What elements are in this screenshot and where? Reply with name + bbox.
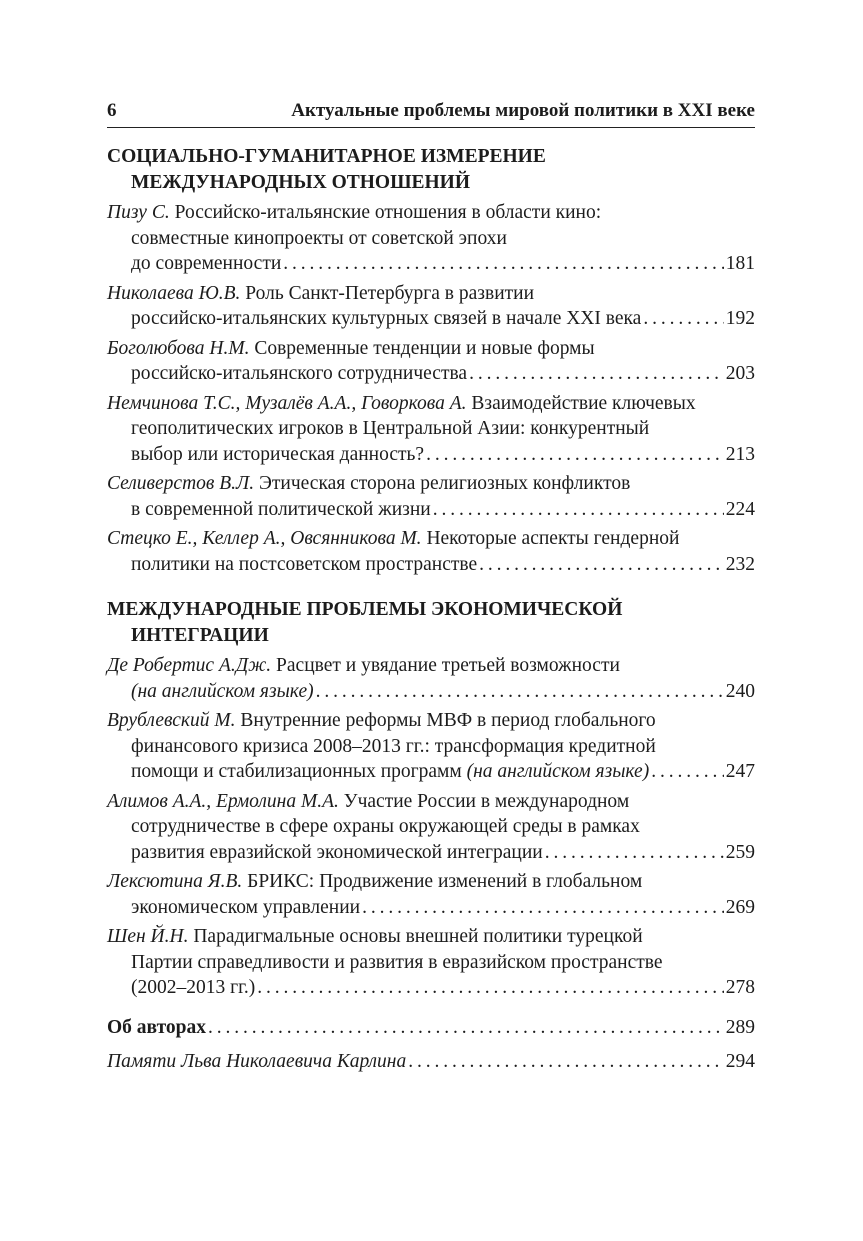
running-header <box>107 100 755 128</box>
entry-title: Об авторах <box>107 1016 207 1038</box>
entry-title-line: Некоторые аспекты гендерной <box>426 528 680 549</box>
entry-title-line: Этическая сторона религиозных конфликтов <box>259 473 631 494</box>
leader-dots <box>433 497 724 523</box>
toc-entry-memorial[interactable] <box>107 1049 755 1075</box>
entry-title: Памяти Льва Николаевича Карлина <box>107 1051 407 1072</box>
leader-dots <box>479 552 724 578</box>
entry-page: 213 <box>725 443 755 465</box>
entry-author: Пизу С. <box>107 202 170 223</box>
entry-author: Боголюбова Н.М. <box>107 337 250 359</box>
entry-title-line: геополитических игроков в Центральной Азии: конкурентный <box>131 418 650 439</box>
toc-entry[interactable] <box>107 653 755 704</box>
entry-page: 192 <box>725 308 755 329</box>
entry-title-line: выбор или историческая данность? <box>131 443 425 465</box>
entry-title-line: (2002–2013 гг.) <box>131 977 256 998</box>
page-number: 6 <box>107 100 117 121</box>
entry-title-line: Взаимодействие ключевых <box>471 392 696 414</box>
entry-author: Стецко Е., Келлер А., Овсянникова М. <box>107 528 422 549</box>
entry-title-line: политики на постсоветском пространстве <box>131 553 478 575</box>
leader-dots <box>316 679 724 705</box>
leader-dots <box>469 361 724 387</box>
entry-page: 247 <box>725 761 755 782</box>
entry-page: 240 <box>725 680 755 702</box>
entry-title-line: совместные кинопроекты от советской эпохи <box>131 227 507 249</box>
entry-page: 232 <box>725 553 755 575</box>
entry-author: Алимов А.А., Ермолина М.А. <box>107 790 339 812</box>
toc-entry-about-authors[interactable] <box>107 1015 755 1041</box>
running-title: Актуальные проблемы мировой политики в XXI веке <box>291 100 755 121</box>
leader-dots <box>257 975 723 1001</box>
toc-entry[interactable] <box>107 391 755 468</box>
section-heading <box>107 144 755 196</box>
toc-entry[interactable] <box>107 869 755 920</box>
toc-entry[interactable] <box>107 789 755 866</box>
entry-title-line: Современные тенденции и новые формы <box>254 337 595 359</box>
toc-entry[interactable] <box>107 200 755 277</box>
entry-author: Шен Й.Н. <box>107 926 189 947</box>
entry-title-line: Парадигмальные основы внешней политики турецкой <box>193 926 643 947</box>
section-title-line: МЕЖДУНАРОДНЫХ ОТНОШЕНИЙ <box>131 172 471 193</box>
toc-entry[interactable] <box>107 708 755 785</box>
entry-page: 289 <box>725 1016 755 1038</box>
entry-title-line: БРИКС: Продвижение изменений в глобальном <box>247 871 643 892</box>
leader-dots <box>545 840 724 866</box>
entry-title-line: развития евразийской экономической интеграции <box>131 841 543 863</box>
entry-title-line: сотрудничестве в сфере охраны окружающей среды в рамках <box>131 816 640 837</box>
entry-title-line: Расцвет и увядание третьей возможности <box>276 655 620 676</box>
toc-page <box>107 100 755 1075</box>
leader-dots <box>408 1049 724 1075</box>
entry-title-line: экономическом управлении <box>131 896 361 918</box>
entry-author: Немчинова Т.С., Музалёв А.А., Говоркова А. <box>107 392 467 414</box>
section-title-line: СОЦИАЛЬНО-ГУМАНИТАРНОЕ ИЗМЕРЕНИЕ <box>107 146 546 167</box>
entry-page: 181 <box>725 253 755 274</box>
leader-dots <box>651 759 724 785</box>
section-title-line: МЕЖДУНАРОДНЫЕ ПРОБЛЕМЫ ЭКОНОМИЧЕСКОЙ <box>107 599 623 620</box>
entry-title-line: до современности <box>131 253 282 274</box>
entry-title-line: в современной политической жизни <box>131 498 431 520</box>
section-heading <box>107 597 755 649</box>
section-title-line: ИНТЕГРАЦИИ <box>131 625 269 646</box>
entry-title-line: помощи и стабилизационных программ <box>131 761 467 782</box>
entry-title-line: финансового кризиса 2008–2013 гг.: трансформация кредитной <box>131 735 656 757</box>
toc-entry[interactable] <box>107 526 755 577</box>
leader-dots <box>208 1015 724 1041</box>
entry-title-line: российско-итальянского сотрудничества <box>131 363 468 384</box>
entry-author: Лексютина Я.В. <box>107 871 243 892</box>
entry-title-line: Российско-итальянские отношения в области кино: <box>174 202 602 223</box>
entry-title-line: российско-итальянских культурных связей в начале XXI века <box>131 308 642 329</box>
toc-entry[interactable] <box>107 471 755 522</box>
toc-entry[interactable] <box>107 281 755 332</box>
entry-page: 203 <box>725 363 755 384</box>
leader-dots <box>283 251 723 277</box>
entry-title-line: Партии справедливости и развития в евразийском пространстве <box>131 951 663 973</box>
leader-dots <box>643 306 723 332</box>
entry-title-line: Роль Санкт-Петербурга в развитии <box>245 282 535 304</box>
entry-author: Де Робертис А.Дж. <box>107 655 272 676</box>
entry-title-line: Внутренние реформы МВФ в период глобального <box>240 710 656 731</box>
entry-page: 278 <box>725 977 755 998</box>
toc-entry[interactable] <box>107 924 755 1001</box>
entry-title-line: Участие России в международном <box>343 790 630 812</box>
entry-author: Николаева Ю.В. <box>107 282 241 304</box>
toc-entry[interactable] <box>107 336 755 387</box>
entry-author: Селиверстов В.Л. <box>107 473 255 494</box>
entry-page: 269 <box>725 896 755 918</box>
entry-author: Врублевский М. <box>107 710 236 731</box>
entry-language-note: (на английском языке) <box>466 761 650 782</box>
entry-page: 259 <box>725 841 755 863</box>
entry-title-line: (на английском языке) <box>131 680 314 702</box>
leader-dots <box>426 442 724 468</box>
entry-page: 224 <box>725 498 755 520</box>
entry-page: 294 <box>725 1051 755 1072</box>
leader-dots <box>362 895 724 921</box>
